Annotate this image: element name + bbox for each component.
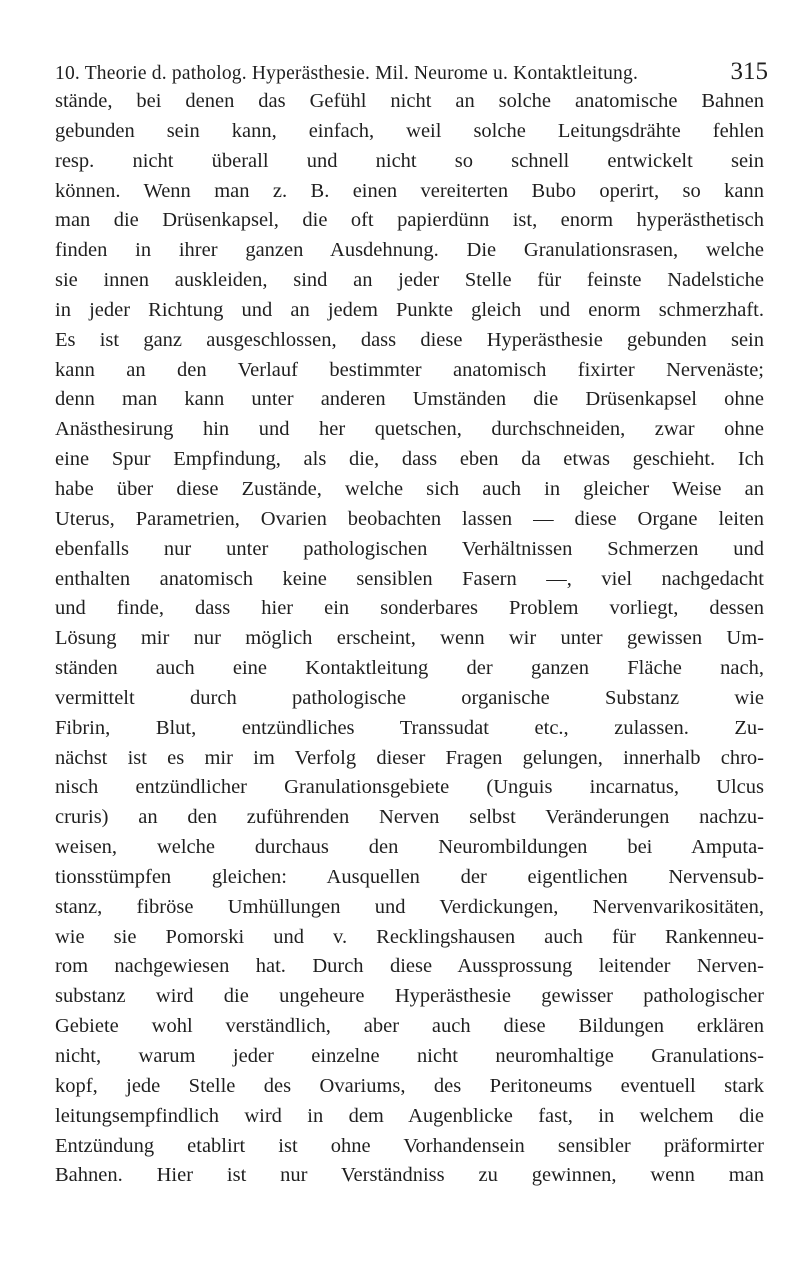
text-line: Fibrin, Blut, entzündliches Transsudat etc., zulassen. Zu- bbox=[55, 716, 764, 739]
text-line: leitungsempfindlich wird in dem Augenblicke fast, in welchem die bbox=[55, 1104, 764, 1127]
text-line: können. Wenn man z. B. einen vereiterten Bubo operirt, so kann bbox=[55, 179, 764, 202]
text-line: sie innen auskleiden, sind an jeder Stelle für feinste Nadelstiche bbox=[55, 269, 764, 292]
text-line: substanz wird die ungeheure Hyperästhesie gewisser pathologischer bbox=[55, 985, 764, 1008]
text-line: finden in ihrer ganzen Ausdehnung. Die Granulationsrasen, welche bbox=[55, 239, 764, 262]
text-line: kann an den Verlauf bestimmter anatomisch fixirter Nervenäste; bbox=[55, 358, 764, 381]
text-line: Lösung mir nur möglich erscheint, wenn wir unter gewissen Um- bbox=[55, 627, 764, 650]
text-line: Gebiete wohl verständlich, aber auch diese Bildungen erklären bbox=[55, 1015, 764, 1038]
running-head bbox=[55, 58, 768, 90]
text-line: Uterus, Parametrien, Ovarien beobachten lassen — diese Organe leiten bbox=[55, 507, 764, 530]
text-line: kopf, jede Stelle des Ovariums, des Peritoneums eventuell stark bbox=[55, 1074, 764, 1097]
text-line: nicht, warum jeder einzelne nicht neuromhaltige Granulations- bbox=[55, 1045, 764, 1067]
text-line: in jeder Richtung und an jedem Punkte gleich und enorm schmerzhaft. bbox=[55, 298, 764, 321]
page-number: 315 bbox=[730, 58, 768, 85]
text-line: Bahnen. Hier ist nur Verständniss zu gewinnen, wenn man bbox=[55, 1164, 764, 1187]
text-line: ebenfalls nur unter pathologischen Verhältnissen Schmerzen und bbox=[55, 537, 764, 560]
text-line: enthalten anatomisch keine sensiblen Fasern —, viel nachgedacht bbox=[55, 567, 764, 590]
body-text bbox=[55, 87, 764, 1191]
text-line: Anästhesirung hin und her quetschen, durchschneiden, zwar ohne bbox=[55, 418, 764, 441]
text-line: man die Drüsenkapsel, die oft papierdünn ist, enorm hyperästhetisch bbox=[55, 209, 764, 232]
text-line: weisen, welche durchaus den Neurombildungen bei Amputa- bbox=[55, 836, 764, 859]
text-line: vermittelt durch pathologische organische Substanz wie bbox=[55, 686, 764, 709]
text-line: stände, bei denen das Gefühl nicht an solche anatomische Bahnen bbox=[55, 90, 764, 112]
running-head-title: 10. Theorie d. patholog. Hyperästhesie. Mil. Neurome u. Kontaktleitung. bbox=[55, 63, 639, 84]
text-line: habe über diese Zustände, welche sich auch in gleicher Weise an bbox=[55, 477, 764, 500]
text-line: gebunden sein kann, einfach, weil solche Leitungsdrähte fehlen bbox=[55, 119, 764, 142]
text-line: denn man kann unter anderen Umständen die Drüsenkapsel ohne bbox=[55, 388, 764, 411]
text-line: nisch entzündlicher Granulationsgebiete (Unguis incarnatus, Ulcus bbox=[55, 776, 764, 799]
text-line: resp. nicht überall und nicht so schnell entwickelt sein bbox=[55, 149, 764, 172]
text-line: eine Spur Empfindung, als die, dass eben da etwas geschieht. Ich bbox=[55, 448, 764, 471]
text-line: Es ist ganz ausgeschlossen, dass diese Hyperästhesie gebunden sein bbox=[55, 328, 764, 351]
text-line: wie sie Pomorski und v. Recklingshausen auch für Rankenneu- bbox=[55, 925, 764, 948]
text-line: tionsstümpfen gleichen: Ausquellen der eigentlichen Nervensub- bbox=[55, 865, 764, 888]
text-line: und finde, dass hier ein sonderbares Problem vorliegt, dessen bbox=[55, 597, 764, 620]
text-line: stanz, fibröse Umhüllungen und Verdickungen, Nervenvarikositäten, bbox=[55, 895, 764, 918]
text-line: rom nachgewiesen hat. Durch diese Aussprossung leitender Nerven- bbox=[55, 955, 764, 978]
text-line: ständen auch eine Kontaktleitung der ganzen Fläche nach, bbox=[55, 657, 764, 680]
text-line: cruris) an den zuführenden Nerven selbst Veränderungen nachzu- bbox=[55, 806, 764, 829]
text-line: Entzündung etablirt ist ohne Vorhandensein sensibler präformirter bbox=[55, 1134, 764, 1157]
text-line: nächst ist es mir im Verfolg dieser Fragen gelungen, innerhalb chro- bbox=[55, 746, 764, 769]
